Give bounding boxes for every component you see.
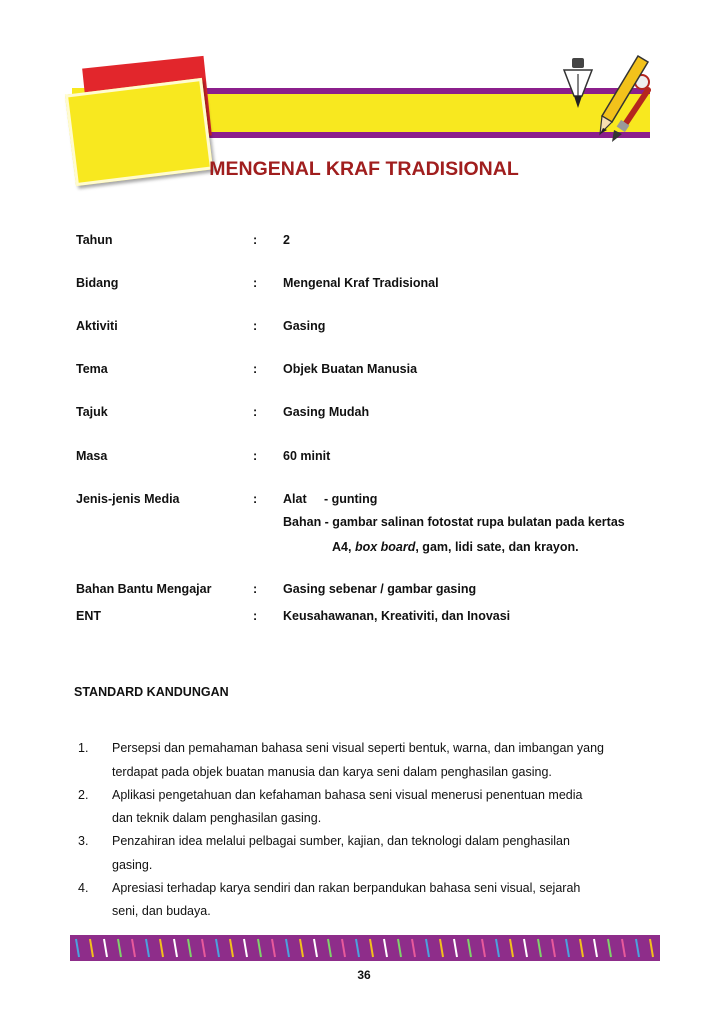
info-label: Bahan Bantu Mengajar: [76, 582, 212, 596]
list-item-text: Aplikasi pengetahuan dan kefahaman bahasa seni visual menerusi penentuan media: [112, 788, 583, 802]
info-value: Objek Buatan Manusia: [283, 362, 418, 376]
info-value: 60 minit: [283, 449, 331, 463]
info-colon: :: [253, 233, 258, 247]
info-row-bahan-bantu: [76, 582, 676, 600]
info-row-tajuk: [76, 405, 676, 423]
info-label: Tahun: [76, 233, 113, 247]
info-value: Alat - gunting: [283, 492, 378, 506]
media-text-box-board: box board: [354, 540, 416, 554]
list-item-text: Persepsi dan pemahaman bahasa seni visual seperti bentuk, warna, dan imbangan yang: [112, 741, 604, 755]
info-label: Tema: [76, 362, 108, 376]
info-row-jenis-media: [76, 492, 676, 510]
standard-kandungan-heading: STANDARD KANDUNGAN: [74, 685, 229, 699]
page-title: MENGENAL KRAF TRADISIONAL: [209, 158, 519, 180]
info-label: Bidang: [76, 276, 119, 290]
info-colon: :: [253, 276, 258, 290]
info-value: Gasing: [283, 319, 326, 333]
info-label: Jenis-jenis Media: [76, 492, 180, 506]
info-row-tahun: [76, 233, 676, 251]
list-item-text: seni, dan budaya.: [112, 904, 211, 918]
list-item-text: Apresiasi terhadap karya sendiri dan rakan berpandukan bahasa seni visual, sejarah: [112, 881, 581, 895]
info-colon: :: [253, 362, 258, 376]
list-item-text: gasing.: [112, 858, 153, 872]
info-colon: :: [253, 582, 258, 596]
page-number: 36: [357, 968, 371, 982]
info-row-bidang: [76, 276, 676, 294]
pen-nib-icon: [564, 58, 592, 108]
list-item-text: Penzahiran idea melalui pelbagai sumber, kajian, dan teknologi dalam penghasilan: [112, 834, 570, 848]
info-label: Aktiviti: [76, 319, 118, 333]
list-item-number: 3.: [78, 834, 89, 848]
info-colon: :: [253, 609, 258, 623]
list-item-number: 4.: [78, 881, 89, 895]
media-bahan-line: Bahan - gambar salinan fotostat rupa bulatan pada kertas: [283, 515, 625, 529]
info-row-tema: [76, 362, 676, 380]
info-row-aktiviti: [76, 319, 676, 337]
info-label: Masa: [76, 449, 108, 463]
info-colon: :: [253, 319, 258, 333]
info-value: Mengenal Kraf Tradisional: [283, 276, 439, 290]
list-item-text: dan teknik dalam penghasilan gasing.: [112, 811, 322, 825]
info-colon: :: [253, 492, 258, 506]
info-row-ent: [76, 609, 676, 627]
list-item-number: 1.: [78, 741, 89, 755]
media-bahan-continued: [332, 540, 579, 554]
info-value: Gasing sebenar / gambar gasing: [283, 582, 477, 596]
info-value: 2: [283, 233, 290, 247]
info-label: Tajuk: [76, 405, 108, 419]
info-colon: :: [253, 405, 258, 419]
list-item-text: terdapat pada objek buatan manusia dan karya seni dalam penghasilan gasing.: [112, 765, 552, 779]
media-text-a: A4,: [332, 540, 355, 554]
media-text-c: , gam, lidi sate, dan krayon.: [415, 540, 579, 554]
info-colon: :: [253, 449, 258, 463]
info-row-masa: [76, 449, 676, 467]
info-label: ENT: [76, 609, 101, 623]
info-value: Keusahawanan, Kreativiti, dan Inovasi: [283, 609, 511, 623]
art-tools-icon: [552, 52, 656, 142]
list-item-number: 2.: [78, 788, 89, 802]
info-value: Gasing Mudah: [283, 405, 370, 419]
footer-decorative-strip: [70, 935, 660, 961]
